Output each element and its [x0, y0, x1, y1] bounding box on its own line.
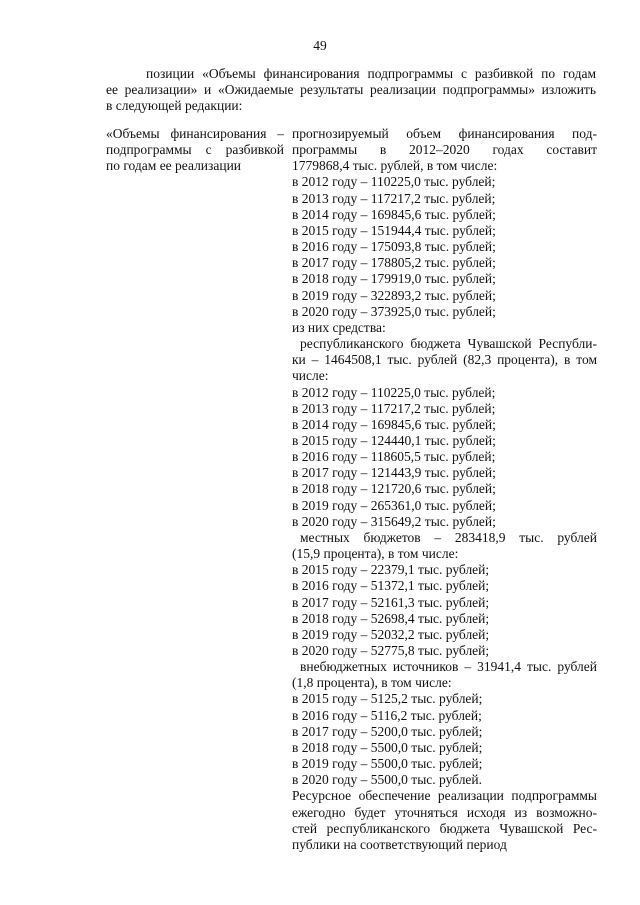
right-column-line: (15,9 процента), в том числе:: [292, 546, 459, 562]
right-column-line: в 2020 году – 5500,0 тыс. рублей.: [292, 772, 483, 788]
right-column-line: ежегодно будет уточняться исходя из возможно-: [292, 804, 597, 820]
right-column-line: программы в 2012–2020 годах составит: [292, 142, 597, 158]
right-column-line: в 2019 году – 322893,2 тыс. рублей;: [292, 287, 496, 303]
right-column-line: в 2020 году – 52775,8 тыс. рублей;: [292, 643, 490, 658]
right-column-line: в 2020 году – 315649,2 тыс. рублей;: [292, 513, 496, 529]
right-column-line: 1779868,4 тыс. рублей, в том числе:: [292, 158, 498, 174]
right-column-line: ки – 1464508,1 тыс. рублей (82,3 процента), в том: [292, 352, 597, 368]
right-column-line: в 2014 году – 169845,6 тыс. рублей;: [292, 416, 496, 432]
right-column-line: в 2019 году – 5500,0 тыс. рублей;: [292, 756, 483, 772]
right-column-line: внебюджетных источников – 31941,4 тыс. рублей: [300, 659, 597, 675]
right-column-line: стей республиканского бюджета Чувашской Рес-: [292, 820, 597, 836]
right-column-line: в 2016 году – 118605,5 тыс. рублей;: [292, 449, 496, 465]
right-column-line: в 2013 году – 117217,2 тыс. рублей;: [292, 400, 496, 416]
right-column-line: в 2019 году – 52032,2 тыс. рублей;: [292, 626, 490, 642]
right-column-line: Ресурсное обеспечение реализации подпрограммы: [292, 788, 597, 804]
right-column-line: в 2014 году – 169845,6 тыс. рублей;: [292, 206, 496, 222]
right-column-line: в 2018 году – 179919,0 тыс. рублей;: [292, 271, 496, 287]
left-column-line: по годам ее реализации: [106, 158, 242, 173]
right-column-line: в 2018 году – 121720,6 тыс. рублей;: [292, 481, 496, 497]
intro-line: позиции «Объемы финансирования подпрограммы с разбивкой по годам: [146, 66, 596, 81]
right-column-line: в 2016 году – 5116,2 тыс. рублей;: [292, 707, 482, 723]
right-column-line: числе:: [292, 368, 329, 384]
right-column-line: в 2016 году – 51372,1 тыс. рублей;: [292, 578, 490, 594]
right-column-line: публики на соответствующий период: [292, 836, 507, 852]
right-column-line: в 2013 году – 117217,2 тыс. рублей;: [292, 190, 496, 206]
intro-line: ее реализации» и «Ожидаемые результаты реализации подпрограммы» изложить: [106, 82, 596, 97]
right-column-line: в 2017 году – 52161,3 тыс. рублей;: [292, 594, 490, 610]
page-number: 49: [313, 38, 327, 53]
left-column-line: «Объемы финансирования –: [106, 126, 284, 141]
right-column-line: прогнозируемый объем финансирования под-: [292, 126, 597, 141]
right-column-line: в 2018 году – 52698,4 тыс. рублей;: [292, 610, 490, 626]
right-column-line: в 2018 году – 5500,0 тыс. рублей;: [292, 739, 483, 755]
right-column-line: в 2017 году – 121443,9 тыс. рублей;: [292, 465, 496, 481]
intro-line: в следующей редакции:: [106, 98, 243, 113]
right-column-line: в 2020 году – 373925,0 тыс. рублей;: [292, 303, 496, 319]
right-column-line: в 2015 году – 5125,2 тыс. рублей;: [292, 691, 483, 707]
right-column-line: в 2017 году – 5200,0 тыс. рублей;: [292, 723, 483, 739]
right-column-line: в 2012 году – 110225,0 тыс. рублей;: [292, 384, 496, 400]
right-column-line: в 2017 году – 178805,2 тыс. рублей;: [292, 255, 496, 271]
right-column-line: из них средства:: [292, 319, 386, 335]
right-column-line: в 2016 году – 175093,8 тыс. рублей;: [292, 239, 496, 255]
right-column-line: (1,8 процента), в том числе:: [292, 675, 452, 691]
right-column-line: в 2012 году – 110225,0 тыс. рублей;: [292, 174, 496, 190]
intro-paragraph: [106, 66, 596, 114]
right-column-line: республиканского бюджета Чувашской Республи-: [300, 336, 597, 352]
right-column-line: в 2019 году – 265361,0 тыс. рублей;: [292, 497, 496, 513]
right-column-line: местных бюджетов – 283418,9 тыс. рублей: [300, 529, 597, 545]
left-column-line: подпрограммы с разбивкой: [106, 142, 284, 157]
table-left-column: [106, 126, 284, 174]
table-right-column: [292, 126, 597, 853]
right-column-line: в 2015 году – 22379,1 тыс. рублей;: [292, 562, 490, 578]
right-column-line: в 2015 году – 124440,1 тыс. рублей;: [292, 432, 496, 448]
right-column-line: в 2015 году – 151944,4 тыс. рублей;: [292, 222, 496, 238]
